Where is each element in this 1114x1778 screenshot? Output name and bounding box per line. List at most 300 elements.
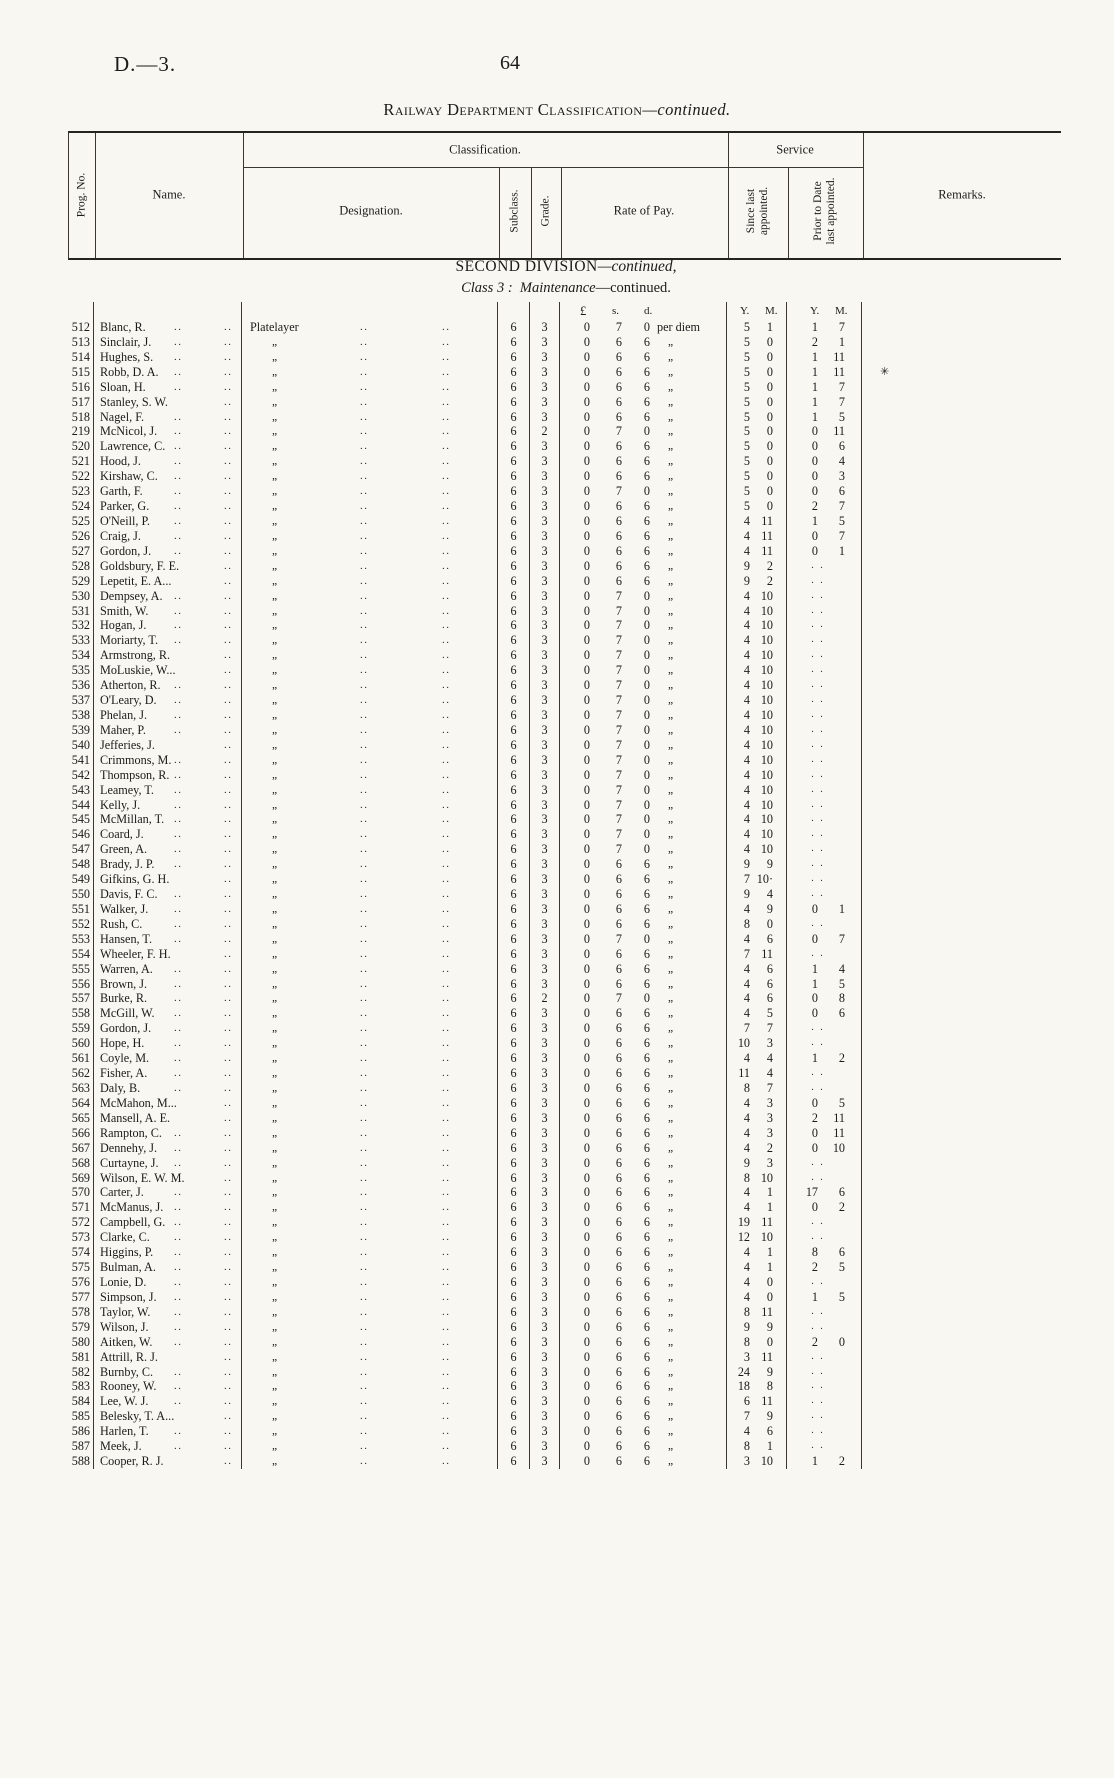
leader-dots: ..: [360, 395, 369, 408]
designation-cell: [242, 857, 498, 872]
since-months: 4: [766, 1051, 773, 1066]
designation-cell: [242, 1111, 498, 1126]
table-row: [68, 962, 1060, 977]
leader-dots: ..: [442, 1290, 451, 1303]
employee-name: Kirshaw, C.: [100, 469, 158, 484]
leader-dots: ..: [360, 992, 369, 1005]
subclass-cell: 6: [498, 768, 530, 783]
prog-no-cell: 572: [68, 1215, 94, 1230]
since-months: 11: [761, 513, 773, 528]
table-row: [68, 1290, 1060, 1305]
leader-dots: ..: [442, 1141, 451, 1154]
grade-cell: 3: [530, 1111, 560, 1126]
remarks-cell: [862, 1260, 1060, 1275]
prior-appointed-cell: [787, 1171, 862, 1186]
prog-no-cell: 536: [68, 678, 94, 693]
leader-dots: ..: [442, 649, 451, 662]
since-years: 4: [743, 663, 750, 678]
leader-dots: ..: [360, 410, 369, 423]
pay-cell: [560, 1260, 727, 1275]
table-row: [68, 439, 1060, 454]
leader-dots: ..: [442, 738, 451, 751]
pay-pence: 0: [643, 931, 650, 946]
name-cell: [94, 395, 242, 410]
ditto-mark: „: [668, 1455, 674, 1468]
leader-dots: ..: [442, 723, 451, 736]
since-years: 5: [743, 439, 750, 454]
since-years: 3: [743, 1349, 750, 1364]
prog-no-cell: 529: [68, 574, 94, 589]
leader-dots: ..: [224, 1082, 233, 1095]
pay-cell: [560, 1439, 727, 1454]
since-months: 9: [766, 1364, 773, 1379]
leader-dots: ..: [224, 932, 233, 945]
leader-dots: ..: [360, 485, 369, 498]
name-cell: [94, 1439, 242, 1454]
prog-no-cell: 558: [68, 1006, 94, 1021]
prior-months: 11: [833, 364, 845, 379]
pay-pounds: 0: [583, 901, 590, 916]
subclass-cell: 6: [498, 648, 530, 663]
leader-dots: ..: [174, 1395, 183, 1408]
pay-pence: 6: [643, 1409, 650, 1424]
name-cell: [94, 439, 242, 454]
prior-appointed-cell: [787, 1141, 862, 1156]
since-cell: [727, 302, 787, 320]
pay-cell: [560, 499, 727, 514]
subclass-cell: 6: [498, 1454, 530, 1469]
employee-name: Sloan, H.: [100, 379, 146, 394]
prog-no-cell: 524: [68, 499, 94, 514]
since-months: 11: [761, 1349, 773, 1364]
since-months: 9: [766, 901, 773, 916]
leader-dots: ..: [174, 798, 183, 811]
prior-appointed-cell: [787, 1290, 862, 1305]
pay-cell: [560, 812, 727, 827]
since-months: 1: [766, 1439, 773, 1454]
designation-cell: [242, 1260, 498, 1275]
leader-dots: ..: [174, 1440, 183, 1453]
since-appointed-cell: [727, 1290, 787, 1305]
pay-shillings: 6: [615, 454, 622, 469]
ditto-mark: „: [272, 559, 278, 572]
since-months: 1: [766, 1245, 773, 1260]
pay-pounds: 0: [583, 1066, 590, 1081]
ditto-mark: „: [668, 694, 674, 707]
since-years: 5: [743, 364, 750, 379]
pay-pence: 0: [643, 827, 650, 842]
since-months: 0: [766, 484, 773, 499]
leader-dots: ..: [174, 1052, 183, 1065]
leader-dots: ..: [174, 708, 183, 721]
designation-cell: [242, 350, 498, 365]
since-months: 0: [766, 499, 773, 514]
since-appointed-cell: [727, 798, 787, 813]
pay-cell: [560, 320, 727, 335]
grade-cell: 3: [530, 917, 560, 932]
table-row: [68, 1424, 1060, 1439]
remarks-cell: [862, 798, 1060, 813]
pay-shillings: 6: [615, 1066, 622, 1081]
since-years: 4: [743, 1125, 750, 1140]
ditto-mark: „: [668, 1186, 674, 1199]
subclass-cell: [498, 302, 530, 320]
table-row: [68, 1126, 1060, 1141]
name-cell: [94, 1245, 242, 1260]
prior-appointed-cell: [787, 1230, 862, 1245]
pay-pence: 0: [643, 678, 650, 693]
leader-dots: ..: [224, 589, 233, 602]
since-appointed-cell: [727, 708, 787, 723]
table-row: [68, 932, 1060, 947]
leader-dots: ..: [174, 634, 183, 647]
designation-cell: [242, 604, 498, 619]
name-cell: [94, 991, 242, 1006]
leader-dots: ..: [442, 977, 451, 990]
pay-cell: [560, 1350, 727, 1365]
leader-dots: ..: [174, 1261, 183, 1274]
pay-shillings: 7: [615, 722, 622, 737]
leader-dots: ..: [224, 1425, 233, 1438]
designation-cell: [242, 302, 498, 320]
since-years: 5: [743, 499, 750, 514]
prior-appointed-cell: [787, 1409, 862, 1424]
employee-name: Curtayne, J.: [100, 1155, 159, 1170]
pay-shillings: 6: [615, 1379, 622, 1394]
prior-appointed-cell: [787, 738, 862, 753]
prior-appointed-cell: [787, 1021, 862, 1036]
prior-years: 2: [811, 1110, 818, 1125]
prog-no-cell: 561: [68, 1051, 94, 1066]
leader-dots: ..: [360, 619, 369, 632]
ditto-mark: „: [272, 783, 278, 796]
pay-pounds: 0: [583, 1289, 590, 1304]
blank-entry-dots: . .: [811, 783, 825, 795]
leader-dots: ..: [360, 888, 369, 901]
since-appointed-cell: [727, 1454, 787, 1469]
blank-entry-dots: . .: [811, 694, 825, 706]
since-appointed-cell: [727, 1200, 787, 1215]
pay-cell: [560, 484, 727, 499]
table-row: [68, 1335, 1060, 1350]
divider: [243, 133, 244, 258]
name-cell: [94, 1365, 242, 1380]
pay-shillings: 6: [615, 872, 622, 887]
since-years: 9: [743, 558, 750, 573]
leader-dots: ..: [442, 470, 451, 483]
employee-name: Harlen, T.: [100, 1424, 149, 1439]
pay-pence: 6: [643, 439, 650, 454]
prior-years: 2: [811, 1334, 818, 1349]
table-row: [68, 1006, 1060, 1021]
pay-pounds: 0: [583, 499, 590, 514]
name-cell: [94, 648, 242, 663]
designation-cell: [242, 410, 498, 425]
ditto-mark: „: [272, 1156, 278, 1169]
since-appointed-cell: [727, 977, 787, 992]
remarks-cell: [862, 1185, 1060, 1200]
ditto-mark: „: [668, 1141, 674, 1154]
grade-cell: 3: [530, 1305, 560, 1320]
prior-appointed-cell: [787, 1379, 862, 1394]
pay-cell: [560, 1215, 727, 1230]
leader-dots: ..: [360, 679, 369, 692]
subclass-cell: 6: [498, 842, 530, 857]
designation-cell: [242, 454, 498, 469]
subclass-cell: 6: [498, 1141, 530, 1156]
leader-dots: ..: [174, 753, 183, 766]
blank-entry-dots: . .: [811, 559, 825, 571]
pay-cell: [560, 604, 727, 619]
since-years: 4: [743, 812, 750, 827]
leader-dots: ..: [174, 1276, 183, 1288]
grade-cell: 3: [530, 1439, 560, 1454]
pay-pounds: 0: [583, 409, 590, 424]
leader-dots: ..: [224, 664, 233, 677]
pay-cell: [560, 335, 727, 350]
name-cell: [94, 842, 242, 857]
leader-dots: ..: [224, 1007, 233, 1020]
grade-cell: 3: [530, 1335, 560, 1350]
pay-cell: [560, 1424, 727, 1439]
since-appointed-cell: [727, 872, 787, 887]
leader-dots: ..: [174, 768, 183, 781]
ditto-mark: „: [272, 395, 278, 408]
ditto-mark: „: [272, 1022, 278, 1035]
table-row: [68, 1350, 1060, 1365]
prior-appointed-cell: [787, 499, 862, 514]
pay-pounds: 0: [583, 1394, 590, 1409]
pay-pence: 6: [643, 1021, 650, 1036]
leader-dots: ..: [442, 1425, 451, 1438]
pay-shillings: 7: [615, 707, 622, 722]
employee-name: Campbell, G.: [100, 1215, 166, 1230]
pay-shillings: 6: [615, 513, 622, 528]
pay-pounds: 0: [583, 961, 590, 976]
pay-pence: 6: [643, 916, 650, 931]
remarks-cell: [862, 827, 1060, 842]
subclass-cell: 6: [498, 962, 530, 977]
pay-pounds: 0: [583, 916, 590, 931]
grade-cell: 3: [530, 887, 560, 902]
prog-no-cell: 537: [68, 693, 94, 708]
leader-dots: ..: [360, 1276, 369, 1288]
prog-no-cell: 545: [68, 812, 94, 827]
since-appointed-cell: [727, 439, 787, 454]
subclass-cell: 6: [498, 723, 530, 738]
ditto-mark: „: [272, 1440, 278, 1453]
employee-name: Aitken, W.: [100, 1334, 153, 1349]
since-appointed-cell: [727, 1185, 787, 1200]
since-years: 5: [743, 409, 750, 424]
column-header-prog-no: Prog. No.: [75, 172, 88, 218]
pay-shillings: 7: [615, 633, 622, 648]
subclass-cell: 6: [498, 827, 530, 842]
pay-pence: 6: [643, 1275, 650, 1289]
name-cell: [94, 380, 242, 395]
table-row: [68, 559, 1060, 574]
pay-cell: [560, 768, 727, 783]
prior-appointed-cell: [787, 1156, 862, 1171]
since-years: 4: [743, 1006, 750, 1021]
prior-years: 8: [811, 1245, 818, 1260]
since-appointed-cell: [727, 783, 787, 798]
prior-months: 11: [833, 349, 845, 364]
since-months: 8: [766, 1379, 773, 1394]
since-years: 7: [743, 1409, 750, 1424]
pay-pounds: 0: [583, 872, 590, 887]
prior-appointed-cell: [787, 827, 862, 842]
employee-name: Rampton, C.: [100, 1125, 162, 1140]
leader-dots: ..: [174, 1156, 183, 1169]
since-months: 10: [760, 648, 773, 663]
since-appointed-cell: [727, 1215, 787, 1230]
pay-pence: 0: [643, 588, 650, 603]
ditto-mark: „: [668, 395, 674, 408]
pay-pounds: 0: [583, 797, 590, 812]
employee-name: Leamey, T.: [100, 782, 154, 797]
leader-dots: ..: [224, 559, 233, 572]
blank-entry-dots: . .: [811, 589, 825, 601]
leader-dots: ..: [224, 470, 233, 483]
subclass-cell: 6: [498, 1215, 530, 1230]
subclass-cell: 6: [498, 783, 530, 798]
since-years: 9: [743, 1319, 750, 1334]
leader-dots: ..: [442, 350, 451, 363]
prior-months: 2: [838, 1051, 845, 1066]
blank-entry-dots: . .: [811, 873, 825, 885]
pay-shillings: 6: [615, 1110, 622, 1125]
subclass-cell: 6: [498, 1200, 530, 1215]
prog-no-cell: 542: [68, 768, 94, 783]
prior-months: 7: [838, 320, 845, 334]
prior-years: 0: [811, 901, 818, 916]
remarks-cell: [862, 1320, 1060, 1335]
prior-months: 4: [838, 961, 845, 976]
since-months: 3: [766, 1095, 773, 1110]
since-months: 0: [766, 349, 773, 364]
prog-no-cell: 567: [68, 1141, 94, 1156]
divider: [499, 167, 500, 258]
grade-cell: 3: [530, 753, 560, 768]
remarks-cell: [862, 917, 1060, 932]
prog-no-cell: 540: [68, 738, 94, 753]
leader-dots: ..: [442, 500, 451, 513]
pay-pence: 6: [643, 409, 650, 424]
name-cell: [94, 768, 242, 783]
since-years: 18: [737, 1379, 750, 1394]
prog-no-cell: 554: [68, 947, 94, 962]
ditto-mark: „: [272, 1246, 278, 1259]
pay-pounds: 0: [583, 752, 590, 767]
name-cell: [94, 1185, 242, 1200]
ditto-mark: „: [668, 828, 674, 841]
since-appointed-cell: [727, 410, 787, 425]
since-years: 4: [743, 1095, 750, 1110]
leader-dots: ..: [442, 1022, 451, 1035]
ditto-mark: „: [272, 574, 278, 587]
pay-cell: [560, 1365, 727, 1380]
prior-years: 1: [811, 409, 818, 424]
column-header-name: Name.: [152, 187, 186, 202]
blank-entry-dots: . .: [811, 1425, 825, 1437]
blank-entry-dots: . .: [811, 1022, 825, 1034]
pay-shillings: 6: [615, 1051, 622, 1066]
leader-dots: ..: [174, 529, 183, 542]
subclass-cell: 6: [498, 484, 530, 499]
ditto-mark: „: [272, 529, 278, 542]
employee-name: Wheeler, F. H.: [100, 946, 171, 961]
since-appointed-cell: [727, 1439, 787, 1454]
pay-cell: [560, 302, 727, 320]
prog-no-cell: 516: [68, 380, 94, 395]
pay-shillings: 7: [615, 991, 622, 1006]
name-cell: [94, 1379, 242, 1394]
prior-months: 5: [838, 1095, 845, 1110]
prior-years: 0: [811, 931, 818, 946]
since-appointed-cell: [727, 454, 787, 469]
since-appointed-cell: [727, 335, 787, 350]
title-suffix: —continued.: [642, 100, 731, 119]
employee-name: Parker, G.: [100, 499, 150, 514]
prog-no-cell: 563: [68, 1081, 94, 1096]
designation-cell: [242, 499, 498, 514]
subclass-cell: 6: [498, 454, 530, 469]
employee-name: Stanley, S. W.: [100, 394, 168, 409]
prior-appointed-cell: [787, 1051, 862, 1066]
leader-dots: ..: [442, 1216, 451, 1229]
employee-name: Phelan, J.: [100, 707, 148, 722]
remarks-cell: [862, 1051, 1060, 1066]
ditto-mark: „: [272, 1455, 278, 1468]
ditto-mark: „: [668, 485, 674, 498]
pay-pounds: 0: [583, 827, 590, 842]
pay-shillings: 6: [615, 1275, 622, 1289]
prog-no-cell: 576: [68, 1275, 94, 1290]
pay-pence: 0: [643, 707, 650, 722]
pay-shillings: 7: [615, 663, 622, 678]
prior-appointed-cell: [787, 991, 862, 1006]
since-months: 5: [766, 1006, 773, 1021]
leader-dots: ..: [442, 634, 451, 647]
since-months: 10: [760, 827, 773, 842]
prog-cell: [68, 302, 94, 320]
leader-dots: ..: [442, 529, 451, 542]
subclass-cell: 6: [498, 1275, 530, 1290]
leader-dots: ..: [442, 440, 451, 453]
leader-dots: ..: [224, 395, 233, 408]
leader-dots: ..: [224, 1186, 233, 1199]
designation-cell: [242, 887, 498, 902]
pay-shillings: 6: [615, 573, 622, 588]
ditto-mark: „: [668, 470, 674, 483]
leader-dots: ..: [224, 1111, 233, 1124]
pay-shillings: 7: [615, 603, 622, 618]
remarks-cell: [862, 1245, 1060, 1260]
table-row: [68, 574, 1060, 589]
prog-no-cell: 552: [68, 917, 94, 932]
leader-dots: ..: [442, 708, 451, 721]
leader-dots: ..: [360, 514, 369, 527]
since-years: 6: [743, 1394, 750, 1409]
remarks-cell: [862, 439, 1060, 454]
since-years: 4: [743, 707, 750, 722]
employee-name: McNicol, J.: [100, 424, 158, 439]
leader-dots: ..: [360, 708, 369, 721]
subclass-cell: 6: [498, 1290, 530, 1305]
pay-pence: 6: [643, 1260, 650, 1275]
leader-dots: ..: [360, 529, 369, 542]
